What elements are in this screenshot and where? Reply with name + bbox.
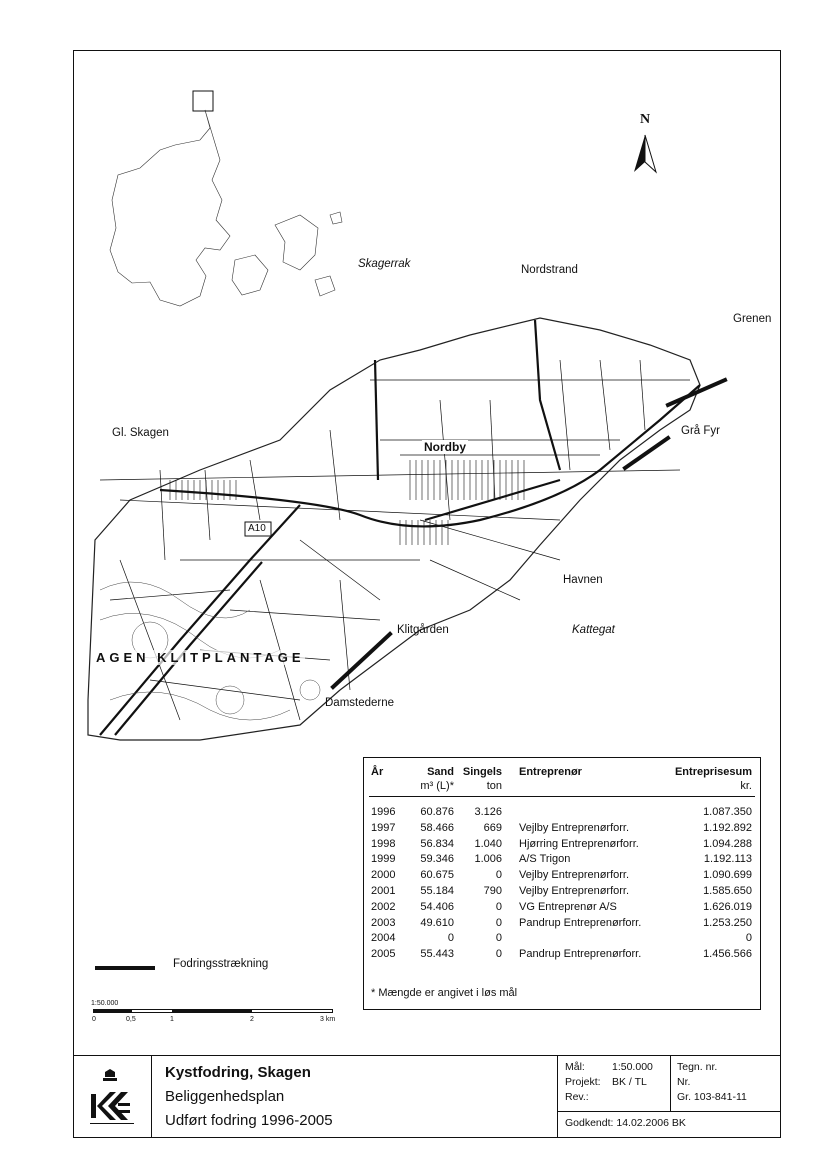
scale-tick-3km: 3 km	[320, 1016, 336, 1023]
table-cell-gravel: 0	[495, 932, 502, 945]
table-cell-year: 2005	[371, 948, 396, 961]
label-damstederne: Damstederne	[325, 697, 395, 709]
table-cell-year: 2003	[371, 916, 396, 929]
table-cell-contractor: Vejlby Entreprenørforr.	[519, 869, 630, 882]
scale-tick-05: 0,5	[126, 1016, 136, 1023]
table-cell-sum: 1.192.892	[703, 821, 752, 834]
table-cell-contractor: Hjørring Entreprenørforr.	[519, 837, 639, 850]
table-cell-year: 2000	[371, 869, 396, 882]
table-cell-sum: 1.253.250	[703, 916, 752, 929]
table-cell-sum: 1.087.350	[703, 806, 752, 818]
table-cell-sum: 1.094.288	[703, 837, 752, 850]
table-cell-gravel: 1.040	[474, 837, 502, 850]
scale-tick-0: 0	[92, 1016, 96, 1023]
maal-value: 1:50.000	[612, 1061, 653, 1073]
table-cell-year: 1996	[371, 806, 396, 818]
approved-text: Godkendt: 14.02.2006 BK	[565, 1117, 686, 1129]
table-cell-sand: 0	[447, 932, 454, 945]
table-cell-year: 1999	[371, 853, 396, 866]
col-header-year: År	[371, 766, 384, 778]
table-cell-gravel: 3.126	[474, 806, 502, 818]
nr-label: Nr.	[677, 1076, 691, 1088]
denmark-inset-map	[110, 110, 342, 306]
stretch-gra-fyr	[668, 380, 725, 405]
label-klitgarden: Klitgården	[397, 624, 449, 636]
table-cell-year: 2001	[371, 885, 396, 897]
scale-title: 1:50.000	[91, 1000, 119, 1007]
scale-tick-1: 1	[170, 1016, 174, 1023]
label-kattegat: Kattegat	[572, 624, 615, 636]
town-hatching	[170, 460, 524, 545]
inset-locator-box	[193, 91, 213, 111]
table-cell-sum: 1.090.699	[703, 869, 752, 882]
table-cell-contractor: VG Entreprenør A/S	[519, 900, 617, 913]
label-gl-skagen: Gl. Skagen	[112, 427, 169, 439]
table-cell-gravel: 0	[495, 948, 502, 961]
table-cell-contractor: Pandrup Entreprenørforr.	[519, 948, 642, 961]
drawing-number: Gr. 103-841-11	[677, 1091, 747, 1103]
table-cell-gravel: 0	[495, 916, 502, 929]
table-cell-contractor: Vejlby Entreprenørforr.	[519, 821, 630, 834]
table-cell-gravel: 1.006	[474, 853, 502, 866]
table-cell-sand: 49.610	[420, 916, 454, 929]
legend-label: Fodringsstrækning	[173, 958, 269, 970]
table-cell-gravel: 790	[483, 885, 502, 897]
table-cell-sand: 55.184	[420, 885, 454, 897]
table-cell-sand: 59.346	[420, 853, 454, 866]
col-header-sum: Entreprisesum	[674, 766, 752, 778]
table-cell-sum: 1.192.113	[703, 853, 752, 866]
table-cell-year: 1997	[371, 821, 396, 834]
legend-line-swatch	[95, 966, 155, 970]
table-cell-contractor: Vejlby Entreprenørforr.	[519, 885, 630, 897]
table-cell-sand: 60.675	[420, 869, 454, 882]
table-cell-sum: 1.626.019	[703, 900, 752, 913]
table-cell-sand: 58.466	[420, 821, 454, 834]
label-gra-fyr: Grå Fyr	[681, 425, 720, 437]
footer-subtitle-1: Beliggenhedsplan	[165, 1088, 285, 1105]
nourishment-table	[363, 757, 761, 1010]
col-header-contractor: Entreprenør	[519, 766, 582, 778]
north-arrow-icon	[634, 135, 656, 172]
table-cell-year: 2004	[371, 932, 396, 945]
table-cell-contractor: Pandrup Entreprenørforr.	[519, 916, 642, 929]
table-cell-sum: 0	[745, 932, 752, 945]
table-footnote: * Mængde er angivet i løs mål	[371, 987, 518, 999]
col-header-gravel: Singels	[462, 766, 502, 778]
agency-logo	[88, 1068, 138, 1128]
north-arrow-label: N	[640, 112, 651, 127]
col-header-gravel-unit: ton	[486, 780, 502, 792]
table-cell-sand: 56.834	[420, 837, 454, 850]
scale-bar	[93, 1009, 333, 1013]
label-nordby: Nordby	[424, 440, 466, 454]
footer-title: Kystfodring, Skagen	[165, 1064, 311, 1081]
footer-divider	[73, 1055, 781, 1056]
col-header-sand-unit: m³ (L)*	[420, 780, 454, 792]
table-cell-sand: 55.443	[420, 948, 454, 961]
table-cell-sand: 60.876	[420, 806, 454, 818]
label-grenen: Grenen	[733, 313, 772, 325]
table-cell-sand: 54.406	[420, 900, 454, 913]
map-streets	[100, 360, 690, 720]
stretch-damstederne	[333, 634, 390, 687]
table-cell-gravel: 0	[495, 869, 502, 882]
col-header-sand: Sand	[427, 766, 454, 778]
label-plantation: AGEN KLITPLANTAGE	[96, 650, 305, 665]
footer-subtitle-2: Udført fodring 1996-2005	[165, 1112, 333, 1129]
label-road-a10: A10	[248, 523, 266, 534]
label-nordstrand: Nordstrand	[521, 264, 578, 276]
table-cell-sum: 1.585.650	[703, 885, 752, 897]
table-cell-gravel: 0	[495, 900, 502, 913]
rev-label: Rev.:	[565, 1091, 589, 1103]
peninsula-land	[88, 318, 700, 740]
table-cell-year: 2002	[371, 900, 396, 913]
label-havnen: Havnen	[563, 574, 603, 586]
table-cell-contractor: A/S Trigon	[519, 853, 571, 866]
table-cell-gravel: 669	[483, 821, 502, 834]
table-cell-sum: 1.456.566	[703, 948, 752, 961]
scale-tick-2: 2	[250, 1016, 254, 1023]
label-skagerrak: Skagerrak	[358, 258, 411, 270]
projekt-value: BK / TL	[612, 1076, 647, 1088]
projekt-label: Projekt:	[565, 1076, 601, 1088]
table-cell-year: 1998	[371, 837, 396, 850]
col-header-sum-unit: kr.	[740, 780, 752, 792]
tegn-label: Tegn. nr.	[677, 1061, 718, 1073]
maal-label: Mål:	[565, 1061, 585, 1073]
header-divider	[369, 796, 755, 797]
